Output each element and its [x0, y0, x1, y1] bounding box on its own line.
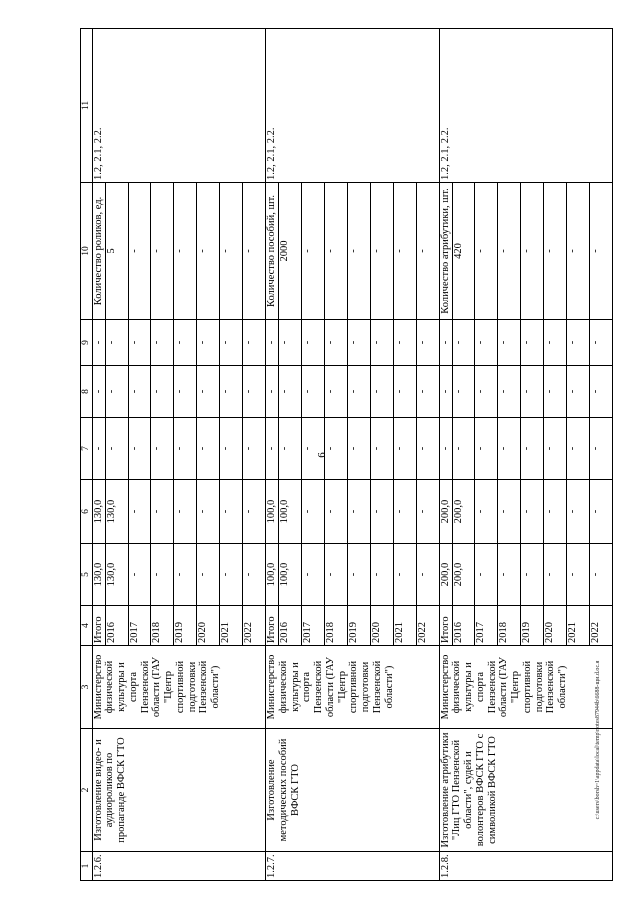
year-regional-amount: -: [590, 480, 613, 544]
year-col7: -: [567, 418, 590, 480]
total-col7: -: [439, 418, 452, 480]
year-cell: 2021: [220, 606, 243, 646]
year-col9: -: [128, 320, 151, 366]
linked-indicators: 1.2, 2.1, 2.2.: [92, 29, 265, 183]
activity-number: 1.2.6.: [92, 852, 265, 881]
year-col9: -: [521, 320, 544, 366]
column-header: 3: [81, 646, 93, 729]
year-regional-amount: -: [197, 480, 220, 544]
year-col8: -: [393, 366, 416, 418]
year-regional-amount: -: [324, 480, 347, 544]
column-number-row: [81, 29, 93, 881]
year-indicator-value: -: [475, 183, 498, 320]
footer-file-path: c:\users\borsh~1\appdata\local\temp\notes87944b\6688-щи.d.ос.я: [595, 660, 601, 820]
year-regional-amount: -: [128, 480, 151, 544]
year-col7: -: [544, 418, 567, 480]
year-col9: -: [416, 320, 439, 366]
year-col7: -: [220, 418, 243, 480]
year-indicator-value: -: [174, 183, 197, 320]
activity-executor: Министерство физической культуры и спорта Пензенской области (ГАУ "Центр спортивной подготовки Пензенской области"): [439, 646, 612, 729]
column-header: 6: [81, 480, 93, 544]
indicator-name: Количество пособий, шт.: [266, 183, 279, 320]
total-col9: -: [266, 320, 279, 366]
total-col8: -: [439, 366, 452, 418]
year-amount: -: [151, 544, 174, 606]
indicator-name: Количество роликов, ед.: [92, 183, 105, 320]
year-col9: -: [544, 320, 567, 366]
year-col8: -: [544, 366, 567, 418]
year-indicator-value: -: [544, 183, 567, 320]
year-col9: -: [302, 320, 325, 366]
activity-total-row: [266, 29, 279, 881]
year-amount: -: [475, 544, 498, 606]
year-indicator-value: 5: [105, 183, 128, 320]
linked-indicators: 1.2, 2.1, 2.2.: [266, 29, 439, 183]
activity-name: Изготовление атрибутики "Лиц ГТО Пензенской области", судей и волонтеров ВФСК ГТО с символикой ВФСК ГТО: [439, 729, 612, 852]
total-col8: -: [266, 366, 279, 418]
year-cell: 2019: [347, 606, 370, 646]
total-col9: -: [439, 320, 452, 366]
year-cell: 2016: [279, 606, 302, 646]
year-col9: -: [452, 320, 475, 366]
year-regional-amount: -: [347, 480, 370, 544]
total-label: Итого: [266, 606, 279, 646]
year-amount: -: [302, 544, 325, 606]
year-amount: -: [416, 544, 439, 606]
year-amount: -: [347, 544, 370, 606]
column-header: 1: [81, 852, 93, 881]
year-amount: -: [324, 544, 347, 606]
year-col9: -: [105, 320, 128, 366]
year-col8: -: [174, 366, 197, 418]
year-amount: -: [521, 544, 544, 606]
year-cell: 2019: [521, 606, 544, 646]
year-indicator-value: -: [521, 183, 544, 320]
year-cell: 2020: [370, 606, 393, 646]
year-col8: -: [151, 366, 174, 418]
year-col7: -: [324, 418, 347, 480]
year-col8: -: [243, 366, 266, 418]
total-col7: -: [266, 418, 279, 480]
year-regional-amount: -: [151, 480, 174, 544]
year-regional-amount: -: [174, 480, 197, 544]
total-col8: -: [92, 366, 105, 418]
program-activities-table: [80, 28, 613, 881]
year-indicator-value: -: [590, 183, 613, 320]
activity-number: 1.2.7.: [266, 852, 439, 881]
year-col7: -: [452, 418, 475, 480]
year-regional-amount: -: [475, 480, 498, 544]
year-regional-amount: -: [567, 480, 590, 544]
year-col7: -: [279, 418, 302, 480]
year-indicator-value: -: [347, 183, 370, 320]
year-indicator-value: -: [393, 183, 416, 320]
year-amount: -: [590, 544, 613, 606]
year-col7: -: [590, 418, 613, 480]
year-col7: -: [521, 418, 544, 480]
total-label: Итого: [439, 606, 452, 646]
year-col8: -: [370, 366, 393, 418]
column-header: 10: [81, 183, 93, 320]
year-indicator-value: -: [567, 183, 590, 320]
year-col9: -: [590, 320, 613, 366]
year-indicator-value: -: [243, 183, 266, 320]
total-amount: 100,0: [266, 544, 279, 606]
year-cell: 2021: [567, 606, 590, 646]
activity-executor: Министерство физической культуры и спорта Пензенской области (ГАУ "Центр спортивной подготовки Пензенской области"): [266, 646, 439, 729]
year-cell: 2017: [302, 606, 325, 646]
year-col7: -: [370, 418, 393, 480]
year-amount: 130,0: [105, 544, 128, 606]
column-header: 4: [81, 606, 93, 646]
year-cell: 2020: [197, 606, 220, 646]
year-amount: -: [128, 544, 151, 606]
year-col8: -: [416, 366, 439, 418]
year-col7: -: [302, 418, 325, 480]
year-cell: 2022: [416, 606, 439, 646]
year-cell: 2021: [393, 606, 416, 646]
year-indicator-value: -: [370, 183, 393, 320]
rotated-page-content: [80, 29, 613, 881]
year-indicator-value: 420: [452, 183, 475, 320]
activity-number: 1.2.8.: [439, 852, 612, 881]
year-col7: -: [128, 418, 151, 480]
year-regional-amount: -: [544, 480, 567, 544]
year-col8: -: [105, 366, 128, 418]
year-col9: -: [197, 320, 220, 366]
year-col8: -: [521, 366, 544, 418]
year-col8: -: [324, 366, 347, 418]
year-indicator-value: 2000: [279, 183, 302, 320]
year-col9: -: [243, 320, 266, 366]
year-col7: -: [416, 418, 439, 480]
year-col9: -: [151, 320, 174, 366]
year-indicator-value: -: [498, 183, 521, 320]
year-col7: -: [243, 418, 266, 480]
year-amount: -: [197, 544, 220, 606]
year-cell: 2017: [475, 606, 498, 646]
year-col9: -: [393, 320, 416, 366]
total-regional-amount: 130,0: [92, 480, 105, 544]
total-regional-amount: 200,0: [439, 480, 452, 544]
year-col9: -: [370, 320, 393, 366]
year-regional-amount: -: [393, 480, 416, 544]
year-regional-amount: -: [220, 480, 243, 544]
year-col8: -: [567, 366, 590, 418]
year-cell: 2018: [498, 606, 521, 646]
year-col7: -: [393, 418, 416, 480]
year-cell: 2018: [324, 606, 347, 646]
year-regional-amount: -: [498, 480, 521, 544]
year-col8: -: [128, 366, 151, 418]
year-col7: -: [105, 418, 128, 480]
year-indicator-value: -: [151, 183, 174, 320]
total-label: Итого: [92, 606, 105, 646]
year-col8: -: [347, 366, 370, 418]
year-cell: 2016: [452, 606, 475, 646]
year-col9: -: [279, 320, 302, 366]
year-indicator-value: -: [302, 183, 325, 320]
year-col7: -: [475, 418, 498, 480]
year-regional-amount: -: [416, 480, 439, 544]
year-cell: 2019: [174, 606, 197, 646]
column-header: 9: [81, 320, 93, 366]
year-cell: 2020: [544, 606, 567, 646]
year-cell: 2017: [128, 606, 151, 646]
year-cell: 2016: [105, 606, 128, 646]
year-indicator-value: -: [128, 183, 151, 320]
year-col7: -: [174, 418, 197, 480]
column-header: 2: [81, 729, 93, 852]
activity-name: Изготовление видео- и аудиороликов по пропаганде ВФСК ГТО: [92, 729, 265, 852]
year-cell: 2022: [590, 606, 613, 646]
year-regional-amount: 130,0: [105, 480, 128, 544]
activity-executor: Министерство физической культуры и спорта Пензенской области (ГАУ "Центр спортивной подготовки Пензенской области"): [92, 646, 265, 729]
indicator-name: Количество атрибутики, шт.: [439, 183, 452, 320]
year-indicator-value: -: [220, 183, 243, 320]
year-col9: -: [347, 320, 370, 366]
year-col7: -: [347, 418, 370, 480]
year-col9: -: [220, 320, 243, 366]
page-number: 6: [316, 452, 328, 458]
year-col8: -: [302, 366, 325, 418]
column-header: 5: [81, 544, 93, 606]
table-body: [92, 29, 612, 881]
year-col7: -: [151, 418, 174, 480]
year-amount: -: [498, 544, 521, 606]
year-col7: -: [197, 418, 220, 480]
column-header: 11: [81, 29, 93, 183]
year-col8: -: [197, 366, 220, 418]
year-amount: -: [220, 544, 243, 606]
year-col8: -: [475, 366, 498, 418]
activity-name: Изготовление методических пособий ВФСК ГТО: [266, 729, 439, 852]
activity-total-row: [439, 29, 452, 881]
year-col7: -: [498, 418, 521, 480]
year-indicator-value: -: [416, 183, 439, 320]
year-col9: -: [174, 320, 197, 366]
activity-total-row: [92, 29, 105, 881]
year-amount: -: [393, 544, 416, 606]
year-regional-amount: -: [302, 480, 325, 544]
year-amount: -: [567, 544, 590, 606]
year-col8: -: [220, 366, 243, 418]
year-regional-amount: -: [521, 480, 544, 544]
year-col8: -: [452, 366, 475, 418]
year-amount: -: [544, 544, 567, 606]
total-col9: -: [92, 320, 105, 366]
year-amount: -: [370, 544, 393, 606]
year-regional-amount: -: [370, 480, 393, 544]
year-col9: -: [475, 320, 498, 366]
column-header: 7: [81, 418, 93, 480]
linked-indicators: 1.2, 2.1, 2.2.: [439, 29, 612, 183]
total-regional-amount: 100,0: [266, 480, 279, 544]
year-indicator-value: -: [197, 183, 220, 320]
year-amount: -: [243, 544, 266, 606]
year-col9: -: [324, 320, 347, 366]
year-col8: -: [279, 366, 302, 418]
year-amount: -: [174, 544, 197, 606]
year-cell: 2018: [151, 606, 174, 646]
year-amount: 100,0: [279, 544, 302, 606]
total-col7: -: [92, 418, 105, 480]
year-col9: -: [498, 320, 521, 366]
year-col9: -: [567, 320, 590, 366]
column-header: 8: [81, 366, 93, 418]
year-amount: 200,0: [452, 544, 475, 606]
year-regional-amount: 200,0: [452, 480, 475, 544]
year-regional-amount: -: [243, 480, 266, 544]
year-regional-amount: 100,0: [279, 480, 302, 544]
year-indicator-value: -: [324, 183, 347, 320]
total-amount: 130,0: [92, 544, 105, 606]
year-col8: -: [498, 366, 521, 418]
year-cell: 2022: [243, 606, 266, 646]
year-col8: -: [590, 366, 613, 418]
total-amount: 200,0: [439, 544, 452, 606]
